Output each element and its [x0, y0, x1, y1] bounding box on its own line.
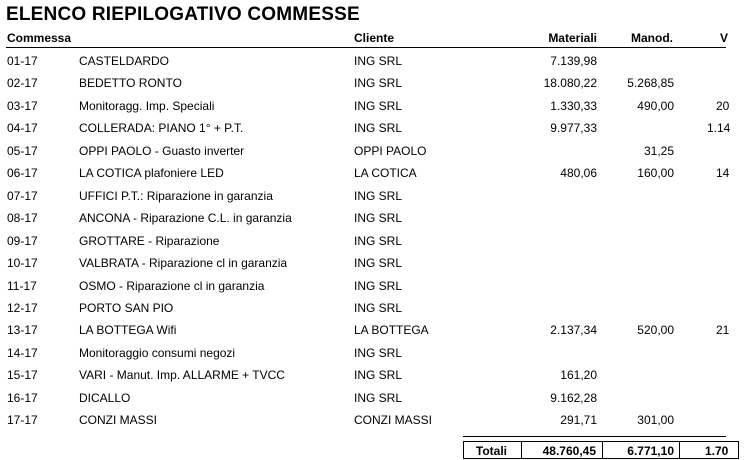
- cell-cliente: ING SRL: [354, 189, 403, 203]
- cell-materiali: 2.137,34: [550, 323, 597, 337]
- cell-cliente: ING SRL: [354, 211, 403, 225]
- totals-materiali-box: [521, 441, 603, 459]
- cell-descrizione: DICALLO: [79, 391, 131, 405]
- cell-materiali: 9.162,28: [550, 391, 597, 405]
- cell-materiali: 1.330,33: [550, 99, 597, 113]
- cell-cliente: LA COTICA: [354, 166, 417, 180]
- cell-materiali: 291,71: [560, 413, 597, 427]
- cell-descrizione: OPPI PAOLO - Guasto inverter: [79, 144, 245, 158]
- totals-label-box: [463, 441, 522, 459]
- cell-descrizione: CASTELDARDO: [79, 54, 170, 68]
- cell-descrizione: LA COTICA plafoniere LED: [79, 166, 224, 180]
- column-header-cliente: Cliente: [354, 31, 395, 45]
- cell-descrizione: VALBRATA - Riparazione cl in garanzia: [79, 256, 288, 270]
- cell-commessa: 05-17: [7, 144, 38, 158]
- cell-commessa: 12-17: [7, 301, 38, 315]
- cell-descrizione: ANCONA - Riparazione C.L. in garanzia: [79, 211, 292, 225]
- cell-commessa: 06-17: [7, 166, 38, 180]
- cell-cut: 14: [716, 166, 730, 180]
- column-header-manod: Manod.: [631, 31, 673, 45]
- cell-cliente: ING SRL: [354, 346, 403, 360]
- cell-materiali: 161,20: [560, 368, 597, 382]
- cell-manod: 520,00: [637, 323, 674, 337]
- cell-commessa: 04-17: [7, 121, 38, 135]
- cell-descrizione: OSMO - Riparazione cl in garanzia: [79, 279, 265, 293]
- column-header-materiali: Materiali: [548, 31, 597, 45]
- cell-cliente: ING SRL: [354, 121, 403, 135]
- cell-cliente: LA BOTTEGA: [354, 323, 429, 337]
- cell-commessa: 13-17: [7, 323, 38, 337]
- cell-cliente: ING SRL: [354, 279, 403, 293]
- cell-descrizione: UFFICI P.T.: Riparazione in garanzia: [79, 189, 273, 203]
- totals-manod: 6.771,10: [627, 444, 674, 458]
- cell-manod: 5.268,85: [627, 76, 674, 90]
- cell-commessa: 08-17: [7, 211, 38, 225]
- cell-descrizione: Monitoraggio consumi negozi: [79, 346, 236, 360]
- cell-cliente: ING SRL: [354, 54, 403, 68]
- cell-cliente: ING SRL: [354, 391, 403, 405]
- cell-commessa: 17-17: [7, 413, 38, 427]
- cell-descrizione: BEDETTO RONTO: [79, 76, 182, 90]
- totals-materiali: 48.760,45: [542, 444, 596, 458]
- cell-cut: 20: [716, 99, 730, 113]
- totals-manod-box: [602, 441, 680, 459]
- cell-materiali: 18.080,22: [543, 76, 597, 90]
- totals-cut: 1.70: [705, 444, 729, 458]
- totals-cut-box: [679, 441, 739, 459]
- cell-descrizione: COLLERADA: PIANO 1° + P.T.: [79, 121, 244, 135]
- cell-commessa: 15-17: [7, 368, 38, 382]
- cell-commessa: 11-17: [7, 279, 37, 293]
- cell-commessa: 01-17: [7, 54, 38, 68]
- cell-manod: 301,00: [637, 413, 674, 427]
- cell-cliente: ING SRL: [354, 99, 403, 113]
- cell-cliente: OPPI PAOLO: [354, 144, 427, 158]
- cell-cut: 21: [716, 323, 730, 337]
- cell-commessa: 03-17: [7, 99, 38, 113]
- report-title: ELENCO RIEPILOGATIVO COMMESSE: [6, 4, 360, 25]
- totals-label: Totali: [475, 444, 507, 458]
- cell-manod: 160,00: [637, 166, 674, 180]
- cell-manod: 490,00: [637, 99, 674, 113]
- cell-cliente: ING SRL: [354, 76, 403, 90]
- totals-rule: [463, 436, 726, 437]
- cell-commessa: 10-17: [7, 256, 38, 270]
- cell-descrizione: GROTTARE - Riparazione: [79, 234, 220, 248]
- cell-descrizione: CONZI MASSI: [79, 413, 158, 427]
- cell-descrizione: PORTO SAN PIO: [79, 301, 174, 315]
- cell-descrizione: LA BOTTEGA Wifi: [79, 323, 177, 337]
- cell-materiali: 9.977,33: [550, 121, 597, 135]
- cell-cliente: ING SRL: [354, 256, 403, 270]
- header-rule: [6, 47, 726, 48]
- cell-materiali: 480,06: [560, 166, 597, 180]
- cell-commessa: 02-17: [7, 76, 38, 90]
- column-header-commessa: Commessa: [7, 31, 72, 45]
- cell-cliente: ING SRL: [354, 301, 403, 315]
- cell-commessa: 16-17: [7, 391, 38, 405]
- cell-commessa: 07-17: [7, 189, 38, 203]
- cell-manod: 31,25: [643, 144, 674, 158]
- cell-cliente: ING SRL: [354, 234, 403, 248]
- cell-materiali: 7.139,98: [550, 54, 597, 68]
- cell-commessa: 09-17: [7, 234, 38, 248]
- column-header-cut: V: [720, 31, 729, 45]
- cell-commessa: 14-17: [7, 346, 38, 360]
- cell-cut: 1.14: [707, 121, 731, 135]
- cell-descrizione: Monitoragg. Imp. Speciali: [79, 99, 215, 113]
- cell-descrizione: VARI - Manut. Imp. ALLARME + TVCC: [79, 368, 285, 382]
- cell-cliente: CONZI MASSI: [354, 413, 433, 427]
- cell-cliente: ING SRL: [354, 368, 403, 382]
